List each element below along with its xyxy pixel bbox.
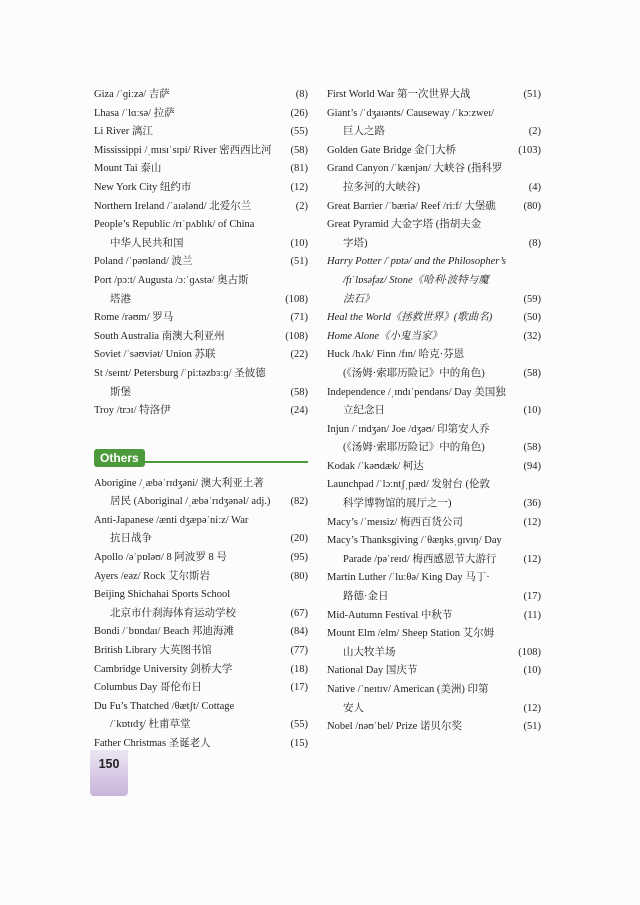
entry-term-continuation: 巨人之路 [343,126,385,138]
entry-page-number: (8) [295,89,308,100]
index-entry [327,569,541,606]
entry-page-number: (15) [290,738,308,749]
entry-term [94,475,289,512]
entry-term [94,86,294,105]
entry-page-number: (77) [290,645,308,657]
entry-term [94,179,289,198]
index-column-left [94,86,308,754]
entry-term [327,662,522,681]
place-names-list [94,86,308,421]
entry-term-text: Troy /trɔɪ/ 特洛伊 [94,405,171,417]
entry-term-text: Aborigine /ˌæbəˈrɪdʒəni/ 澳大利亚土著 [94,477,264,489]
entry-term-continuation: 字塔) [343,237,368,249]
entry-page-number: (108) [285,330,308,342]
entry-term-text: Father Christmas 圣诞老人 [94,738,211,749]
entry-term-text: Mount Elm /elm/ Sheep Station 艾尔姆 [327,628,495,640]
entry-term-text: Northern Ireland /ˈaɪələnd/ 北爱尔兰 [94,200,252,212]
index-entry [327,105,541,142]
entry-term-text: Launchpad /ˈlɔːntʃˌpæd/ 发射台 (伦敦 [327,479,491,491]
index-entry [327,681,541,718]
entry-term-text: First World War 第一次世界大战 [327,89,471,100]
index-entry [327,346,541,383]
entry-term-text: Mid-Autumn Festival 中秋节 [327,609,453,621]
entry-term [94,642,289,661]
index-entry [327,384,541,421]
entry-term [327,569,522,606]
entry-term-text: Mississippi /ˌmɪsɪˈsɪpi/ River 密西西比河 [94,144,272,156]
entry-term-continuation: 安人 [343,702,364,714]
entry-page-number: (55) [290,126,308,138]
entry-term [327,458,522,477]
entry-page-number: (58) [523,367,541,379]
entry-term-continuation: (《汤姆·索耶历险记》中的角色) [343,367,485,379]
entry-term-continuation: /ˈkɒtɪdʒ/ 杜甫草堂 [110,719,191,731]
entry-page-number: (84) [290,626,308,638]
entry-term-text: Ayers /eəz/ Rock 艾尔斯岩 [94,570,210,582]
entry-term-text: Soviet /ˈsəʊviət/ Union 苏联 [94,349,216,361]
others-section-header [94,449,308,469]
entry-term [327,421,522,458]
entry-term-continuation: 拉多河的大峡谷) [343,181,420,193]
entry-term-text: National Day 国庆节 [327,665,418,677]
entry-term [94,586,289,623]
entry-term [94,142,289,161]
entry-term-text: Du Fu’s Thatched /θætʃt/ Cottage [94,700,235,712]
entry-page-number: (80) [290,570,308,582]
entry-term [327,86,522,105]
entry-page-number: (18) [290,663,308,675]
entry-term-continuation: 北京市什刹海体育运动学校 [110,607,236,619]
entry-page-number: (59) [523,293,541,305]
entry-term [94,346,289,365]
entry-term-text: Martin Luther /ˈluːθə/ King Day 马丁· [327,572,490,584]
entry-term [94,549,289,568]
entry-page-number: (20) [290,533,308,545]
entry-page-number: (51) [523,89,541,100]
index-entry [94,253,308,272]
entry-term-continuation: 山大牧羊场 [343,646,396,658]
entry-term-continuation: 科学博物馆的展厅之一) [343,498,452,510]
entry-term-text: Rome /rəʊm/ 罗马 [94,312,174,324]
entry-term [327,384,522,421]
entry-term-text: People’s Republic /rɪˈpʌblɪk/ of China [94,219,255,231]
entry-term-continuation: /fɪˈlɒsəfəz/ Stone《哈利·波特与魔 [343,274,489,286]
entry-page-number: (58) [290,144,308,156]
entry-page-number: (10) [523,665,541,677]
entry-term-text: Golden Gate Bridge 金门大桥 [327,144,457,156]
index-entry [94,86,308,105]
index-entry [94,698,308,735]
index-entry [94,123,308,142]
index-entry [327,514,541,533]
entry-page-number: (67) [290,607,308,619]
entry-term-text: Grand Canyon /ˈkænjən/ 大峡谷 (指科罗 [327,163,503,175]
entry-term [327,718,522,737]
entry-term-continuation: 居民 (Aboriginal /ˌæbəˈrɪdʒənəl/ adj.) [110,496,271,508]
entry-term-text: Port /pɔːt/ Augusta /ɔːˈɡʌstə/ 奥古斯 [94,274,249,286]
entry-term-text: Macy’s /ˈmeɪsiz/ 梅西百货公司 [327,516,463,528]
entry-term [327,476,522,513]
entry-term-text: South Australia 南澳大利亚州 [94,330,225,342]
entry-term-text: Home Alone《小鬼当家》 [327,330,443,342]
entry-term-text: Harry Potter /ˈpɒtə/ and the Philosopher’s [327,256,506,268]
entry-page-number: (103) [518,144,541,156]
entry-term-text: Li River 漓江 [94,126,153,138]
entry-term-text: Mount Tai 泰山 [94,163,162,175]
entry-term [94,198,294,217]
entry-term [94,272,283,309]
entry-page-number: (10) [290,237,308,249]
entry-page-number: (11) [523,609,541,621]
entry-page-number: (36) [523,498,541,510]
index-entry [94,586,308,623]
entry-term [94,512,289,549]
page-number-tab [90,750,128,796]
entry-term [94,661,289,680]
entry-term-continuation: 中华人民共和国 [110,237,184,249]
entry-page-number: (51) [290,256,308,268]
entry-term [94,679,289,698]
entry-page-number: (2) [528,126,541,138]
index-entry [327,607,541,626]
entry-term-text: Bondi /ˈbɒndaɪ/ Beach 邦迪海滩 [94,626,234,638]
entry-page-number: (17) [290,682,308,694]
entry-term [94,365,289,402]
entry-page-number: (12) [290,181,308,193]
entry-term-text: Nobel /nəʊˈbel/ Prize 诺贝尔奖 [327,721,462,733]
entry-term-text: New York City 纽约市 [94,181,192,193]
entry-term-continuation: 抗日战争 [110,533,152,545]
entry-term [327,328,522,347]
index-entry [327,662,541,681]
entry-term [94,568,289,587]
entry-term [327,198,522,217]
entry-term [327,532,522,569]
entry-term-text: British Library 大英图书馆 [94,645,212,657]
entry-page-number: (108) [518,646,541,658]
index-entry [327,160,541,197]
entry-term-text: Great Barrier /ˈbæriə/ Reef /riːf/ 大堡礁 [327,200,496,212]
index-entry [94,623,308,642]
entry-term [327,216,527,253]
entry-term [327,253,522,309]
index-entry [94,365,308,402]
entry-page-number: (81) [290,163,308,175]
entry-term-continuation: 路德·金日 [343,591,389,603]
entry-term [94,123,289,142]
entry-page-number: (58) [523,442,541,454]
entry-page-number: (8) [528,237,541,249]
index-entry [94,272,308,309]
entry-term-text: St /seɪnt/ Petersburg /ˈpiːtəzbɜːɡ/ 圣彼德 [94,367,266,379]
index-entry [94,160,308,179]
index-entry [94,142,308,161]
index-entry [327,198,541,217]
entry-term [327,681,522,718]
entry-term [327,625,516,662]
entry-term [327,105,527,142]
entry-term [327,346,522,383]
entry-page-number: (2) [295,200,308,212]
index-entry [94,512,308,549]
entry-term-text: Huck /hʌk/ Finn /fɪn/ 哈克·芬恩 [327,349,465,361]
index-entry [94,346,308,365]
entry-term-continuation: 塔港 [110,293,131,305]
entry-term [327,160,527,197]
entry-page-number: (17) [523,591,541,603]
index-entry [327,625,541,662]
index-entry [94,198,308,217]
entry-page-number: (95) [290,552,308,564]
index-entry [327,253,541,309]
entry-term [94,402,289,421]
index-entry [327,476,541,513]
index-entry [327,142,541,161]
entry-page-number: (22) [290,349,308,361]
entry-term [94,698,289,735]
index-entry [327,86,541,105]
entry-term-text: Cambridge University 剑桥大学 [94,663,233,675]
entry-term-text: Beijing Shichahai Sports School [94,589,231,601]
entry-page-number: (80) [523,200,541,212]
entry-term [94,328,283,347]
index-entry [94,642,308,661]
entry-page-number: (58) [290,386,308,398]
entry-page-number: (26) [290,107,308,119]
others-heading: Others [94,449,145,467]
entry-term-text: Columbus Day 哥伦布日 [94,682,202,694]
entry-page-number: (12) [523,516,541,528]
entry-page-number: (71) [290,312,308,324]
entry-page-number: (55) [290,719,308,731]
index-entry [94,475,308,512]
index-entry [94,328,308,347]
entry-term [327,309,522,328]
entry-term-continuation: 立纪念日 [343,405,385,417]
index-entry [327,532,541,569]
index-entry [327,421,541,458]
entry-term-text: Independence /ˌɪndɪˈpendəns/ Day 美国独 [327,386,506,398]
index-entry [94,179,308,198]
entry-page-number: (12) [523,553,541,565]
entry-term-continuation: (《汤姆·索耶历险记》中的角色) [343,442,485,454]
entry-term [94,216,289,253]
entry-term-text: Poland /ˈpəʊlənd/ 波兰 [94,256,193,268]
entry-page-number: (32) [523,330,541,342]
entry-term-text: Macy’s Thanksgiving /ˈθæŋksˌɡɪvɪŋ/ Day [327,535,502,547]
entry-page-number: (108) [285,293,308,305]
entry-page-number: (24) [290,405,308,417]
entry-term [327,607,522,626]
entry-term-text: Kodak /ˈkəʊdæk/ 柯达 [327,460,424,472]
entry-page-number: (4) [528,181,541,193]
entry-term-text: Giant’s /ˈdʒaɪənts/ Causeway /ˈkɔːzweɪ/ [327,107,495,119]
index-entry [94,568,308,587]
entry-term-text: Apollo /əˈpɒləʊ/ 8 阿波罗 8 号 [94,552,227,564]
entry-term-text: Lhasa /ˈlɑːsə/ 拉萨 [94,107,175,119]
entry-term [327,514,522,533]
entry-term-text: Injun /ˈɪndʒən/ Joe /dʒəʊ/ 印第安人乔 [327,423,490,435]
entry-page-number: (51) [523,721,541,733]
entry-term [94,623,289,642]
index-entry [94,661,308,680]
index-entry [94,679,308,698]
entry-page-number: (94) [523,460,541,472]
index-entry [94,309,308,328]
entry-term-continuation: 法石》 [343,293,375,305]
entry-term-continuation: 斯堡 [110,386,131,398]
index-entry [327,309,541,328]
entry-term-text: Great Pyramid 大金字塔 (指胡夫金 [327,219,482,231]
index-list-right [327,86,541,737]
index-entry [94,549,308,568]
entry-term [94,253,289,272]
entry-page-number: (50) [523,312,541,324]
index-entry [94,105,308,124]
entry-page-number: (82) [290,496,308,508]
entry-term [94,105,289,124]
entry-term-text: Anti-Japanese /ænti dʒæpəˈniːz/ War [94,514,249,526]
others-list [94,475,308,754]
index-entry [94,216,308,253]
entry-page-number: (12) [523,702,541,714]
entry-term-text: Giza /ˈɡiːzə/ 吉萨 [94,89,170,100]
entry-term [94,309,289,328]
entry-term-continuation: Parade /pəˈreɪd/ 梅西感恩节大游行 [343,553,497,565]
entry-term [94,160,289,179]
index-entry [327,458,541,477]
index-entry [327,718,541,737]
entry-term-text: Native /ˈneɪtɪv/ American (美洲) 印第 [327,684,489,695]
entry-term-text: Heal the World《拯救世界》(歌曲名) [327,312,493,324]
index-column-right [327,86,541,737]
entry-page-number: (10) [523,405,541,417]
index-entry [327,216,541,253]
page-number: 150 [98,757,120,771]
index-entry [94,402,308,421]
entry-term [327,142,516,161]
index-entry [327,328,541,347]
